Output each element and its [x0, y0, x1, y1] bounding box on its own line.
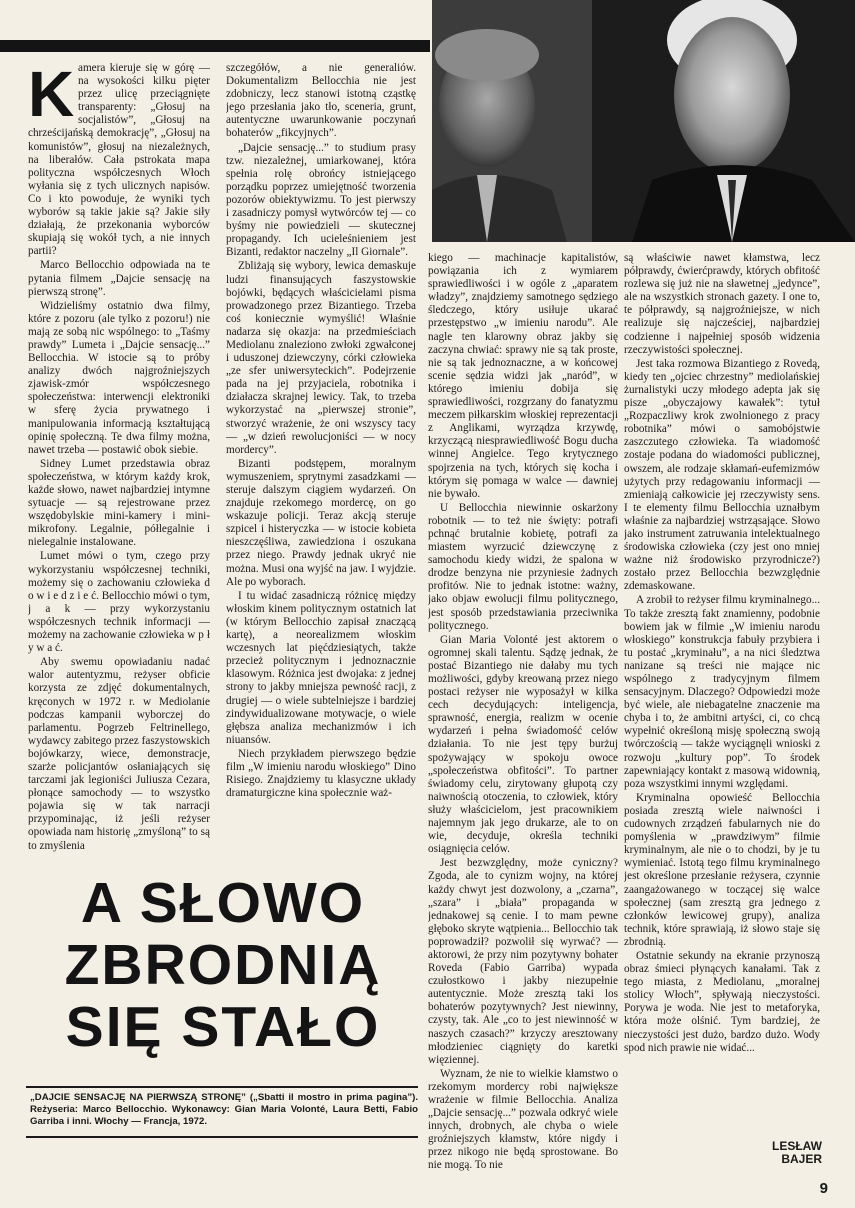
header-rule — [0, 40, 430, 52]
headline-line-2: ZBRODNIĄ — [64, 933, 382, 997]
paragraph: Lumet mówi o tym, czego przy wykorzystaniu współczesnej techniki, możemy się o zachowaniu człowieka d o w i e d z i e ć. Bellocchio mówi o tym, j a k — przy wykorzystaniu współczesnych technik informacji — możemy na zachowanie człowieka w p ł y w a ć. — [28, 550, 210, 655]
drop-cap: K — [28, 62, 75, 130]
paragraph: Zbliżają się wybory, lewica demaskuje ludzi finansujących faszystowskie bojówki, będących właścicielami pisma prowadzonego przez Bizantiego. Trzeba coś koniecznie wymyślić! Właśnie nadarza się okazja: na przedmieściach Mediolanu znaleziono zwłoki zgwałconej i uduszonej dziewczyny, córki człowieka „ze sfer uniwersyteckich”. Podejrzenie pada na jej przyjaciela, robotnika i działacza skrajnej lewicy. Tak, to trzeba wykorzystać na „pierwszej stronie”, stworzyć wrażenie, że oni wszyscy tacy — „w dzień rewolucjoniści — w nocy mordercy”. — [226, 260, 416, 456]
paragraph: Gian Maria Volonté jest aktorem o ogromnej skali talentu. Sądzę jednak, że postać Bizantiego nie dałaby mu tych możliwości, gdyby kreowaną przez niego postaci reżyser nie wyposażył w kilka cech decydujących: inteligencja, sprawność, energia, realizm w ocenie wydarzeń i pełna świadomość celów działania. To nie jest tępy burżuj spożywający w spokoju owoce „społeczeństwa obfitości”. To partner świadomy celu, zirytowany głupotą czy naiwnością otoczenia, to człowiek, który służy właścicielom, jest pracownikiem najemnym jak jego drukarze, ale to on wie, decyduje, określa techniki osiągnięcia celów. — [428, 633, 618, 856]
article-column-4 — [624, 252, 820, 1182]
paragraph: A zrobił to reżyser filmu kryminalnego... To także zresztą fakt znamienny, podobnie bowiem jak w filmie „W imieniu narodu włoskiego” konstrukcja fabuły przybiera i tu postać „kryminału”, a na nici śledztwa nanizane są treści nie mające nic wspólnego z tradycyjnym filmem sensacyjnym. Dlaczego? Odpowiedzi może być wiele, ale niebagatelne znaczenie ma chyba i to, że ambitni artyści, ci, co chcą wypełnić określoną misję społeczną swoją twórczością — także wyciągnęli wnioski z rozwoju „kultury pop”. To środek zapewniający kontakt z masową widownią, poza wszystkimi innymi względami. — [624, 594, 820, 790]
paragraph: Bizanti podstępem, moralnym wymuszeniem, sprytnymi zasadzkami — steruje dalszym ciągiem wydarzeń. On znajduje rzekomego mordercę, on go wskazuje policji. Teraz akcją steruje szpicel i histeryczka — w istocie kobieta nieszczęśliwa, zawiedziona i oszukana przez niego. Prawdy jednak ukryć nie można. Musi ona wyjść na jaw. I wyjdzie. Ale po wyborach. — [226, 457, 416, 588]
lead-paragraph — [28, 62, 210, 258]
paragraph: Niech przykładem pierwszego będzie film „W imieniu narodu włoskiego” Dino Risiego. Znajdziemy tu klasyczne układy dramaturgiczne kina społecznie waż- — [226, 747, 416, 800]
article-column-3 — [428, 252, 618, 1182]
headline-line-1: A SŁOWO — [80, 871, 366, 935]
film-still-illustration — [432, 0, 855, 242]
paragraph: Marco Bellocchio odpowiada na te pytania filmem „Dajcie sensację na pierwszą stronę”. — [28, 259, 210, 298]
paragraph: są właściwie nawet kłamstwa, lecz półprawdy, ćwierćprawdy, których obfitość rozlewa się już nie na sławetnej „jedynce”, ale na wszystkich stronach gazety. I one to, te półprawdy, są najgroźniejsze, w nich realizuje się najcześciej, najbardziej codzienne i najpełniej sposób widzenia rzeczywistości społecznej. — [624, 252, 820, 356]
paragraph: U Bellocchia niewinnie oskarżony robotnik — to też nie święty: potrafi pchnąć brutalnie kobietę, potrafi za miastem wyrzucić dziewczynę z samochodu kiedy widzi, że spalona w drodze benzyna nie przyniesie żadnych profitów. Nie to jednak istotne: ważny, jako objaw ewolucji filmu politycznego, jest sposób przedstawiania przeciwnika politycznego. — [428, 501, 618, 632]
paragraph: I tu widać zasadniczą różnicę między włoskim kinem politycznym ostatnich lat (w którym Bellocchio zapisał znaczącą kartę), a neorealizmem włoskim wczesnych lat pięćdziesiątych, także przecież politycznym i jednoznacznie klasowym. Różnica jest dwojaka: z jednej strony to jakby mniejsza pewność racji, z drugiej — o wiele subtelniejsze i bardziej zindywidualizowane motywacje, o wiele głębsza analiza mechanizmów i ich niuansów. — [226, 589, 416, 746]
paragraph: szczegółów, a nie generaliów. Dokumentalizm Bellocchia nie jest zdobniczy, lecz stanowi istotną cząstkę jego przesłania jako tło, sceneria, grunt, autentyczne uwarunkowanie poczynań bohaterów „fikcyjnych”. — [226, 62, 416, 140]
caption-rule-bottom — [26, 1136, 418, 1138]
author-first-name: LESŁAW — [772, 1139, 822, 1153]
headline-line-3: SIĘ STAŁO — [65, 995, 381, 1059]
article-column-1 — [28, 62, 210, 867]
paragraph: „Dajcie sensację...” to studium prasy tzw. niezależnej, umiarkowanej, która spełnia rolę obrońcy istniejącego porządku poprzez umiejętność tworzenia pozorów obiektywizmu. To jest pierwszy i zasadniczy pomysł wytwórców tej — co byśmy nie powiedzieli — skutecznej propagandy. Ich ucieleśnieniem jest Bizanti, redaktor naczelny „Il Giornale”. — [226, 141, 416, 259]
film-credits-caption: „DAJCIE SENSACJĘ NA PIERWSZĄ STRONĘ” („Sbatti il mostro in prima pagina”). Reżyseria: Marco Bellocchio. Wykonawcy: Gian Maria Volonté, Laura Betti, Fabio Garriba i inni. Włochy — Francja, 1972. — [30, 1092, 418, 1127]
caption-rule-top — [26, 1086, 418, 1088]
paragraph: Sidney Lumet przedstawia obraz społeczeństwa, w którym każdy krok, każde słowo, nawet najbardziej intymne sytuacje — są rejestrowane przez wszędobylskie mini-kamery i mini-mikrofony. Legalnie, półlegalnie i nielegalnie instalowane. — [28, 457, 210, 549]
top-margin — [0, 0, 430, 38]
author-last-name: BAJER — [781, 1152, 822, 1166]
page-number: 9 — [819, 1180, 828, 1197]
author-byline — [762, 1140, 822, 1168]
article-column-2 — [226, 62, 416, 867]
article-headline — [30, 872, 416, 1072]
film-still-photo — [432, 0, 855, 242]
paragraph: kiego — machinacje kapitalistów, powiązania ich z wymiarem sprawiedliwości i w ogóle z „aparatem władzy”, znajdziemy samotnego sędziego śledczego, który usiłuje ukarać przestępstwo „w imieniu narodu”. Ale nagle ten klarowny obraz jakby się zaczyna chwiać: sprawy nie są tak proste, nie są tak jednoznaczne, a w końcowej scenie sędzia widzi jak „naród”, w którego imieniu dobija się sprawiedliwości, rozgrzany do fanatyzmu meczem piłkarskim włoskiej reprezentacji z Anglikami, wyrządza krzywdę, krzyczącą niesprawiedliwość Bogu ducha winnej Angielce. Tego krytycznego spojrzenia na tych, których się kocha i którym się pomaga w walce — dawniej nie bywało. — [428, 252, 618, 500]
paragraph: Wyznam, że nie to wielkie kłamstwo o rzekomym mordercy robi największe wrażenie w filmie Bellocchia. Analiza „Dajcie sensację...” pozwala odkryć wiele innych, drobnych, ale chyba o wiele groźniejszych kłamstw, które nigdy i przez nikogo nie będą sprostowane. Bo nie mogą. To nie — [428, 1067, 618, 1172]
paragraph: Aby swemu opowiadaniu nadać walor autentyzmu, reżyser obficie korzysta ze zdjęć dokumentalnych, kręconych w 1972 r. w Mediolanie podczas kampanii wyborczej do parlamentu. Pogrzeb Feltrinellego, wydawcy zabitego przez faszystowskich bojówkarzy, wiece, demonstracje, szarże policjantów osłaniających się tarczami jak legioniści Juliusza Cezara, płonące samochody — to wszystko pojawia się w tak narracji przypominając, iż jeśli reżyser opowiada nam historię „zmyśloną” to są to zmyślenia — [28, 656, 210, 852]
paragraph: Kryminalna opowieść Bellocchia posiada zresztą wiele naiwności i cudownych zrządzeń fabularnych nie do pomyślenia w „prawdziwym” filmie kryminalnym, ale nie o to chodzi, by je tu wymieniać. Istotą tego filmu kryminalnego jest określone przesłanie reżysera, czynnie zaangażowanego w toczącej się walce społecznej (sam zresztą gra jednego z członków lewicowej grupy), analiza technik, które sprawiają, iż słowo staje się zbrodnią. — [624, 791, 820, 948]
paragraph: Jest bezwzględny, może cyniczny? Zgoda, ale to cynizm wojny, na której każdy chwyt jest dozwolony, a „czarna”, „szara” i „biała” propaganda w jednakowej są cenie. I to mam pewne głęboko skryte wątpienia... Bellocchio tak poprowadził? pozwolił się wyrwać? — aktorowi, że przy nim pozytywny bohater Roveda (Fabio Garriba) wypada czułostkowo i jakby niezupełnie autentycznie. Może zresztą taki los bohaterów pozytywnych? Jest niewinny, czysty, tak. Ale „co to jest niewinność w naszych czasach?” krzyczy aresztowany młodzieniec ciągnięty do karetki więziennej. — [428, 857, 618, 1066]
lead-text: amera kieruje się w górę — na wysokości kilku pięter przez ulicę przeciągnięte transparenty: „Głosuj na socjalistów”, „Głosuj na chrześcijańską demokrację”, „Głosuj na komunistów”, głosuj na niezależnych, na liberałów. Cała pstrokata mapa polityczna współczesnych Włoch wyłania się z tych ulicznych napisów. Co i kto powoduje, że wyniki tych wyborów są takie jakie są? Jakie siły działają, że przekonania wyborców skupiają się wokół tych, a nie innych partii? — [28, 62, 210, 258]
paragraph: Jest taka rozmowa Bizantiego z Rovedą, kiedy ten „ojciec chrzestny” mediolańskiej żurnalistyki uczy młodego adepta jak się pisze „obyczajowy kawałek”: tytuł „Rozpaczliwy krok zwolnionego z pracy robotnika” mówi o samobójstwie zaszczutego człowieka. Ta wiadomość zostaje podana do wiadomości publicznej, owszem, ale rodzaje skłamań-eufemizmów użytych przy redagowaniu informacji — zmieniają całkowicie jej rzeczywisty sens. I te elementy filmu Bellocchia uznałbym właśnie za najbardziej wstrząsające. Słowo jako instrument zatruwania intelektualnego środowiska człowieka (czy jest ono mniej ważne niż środowisko przyrodnicze?) zostało przez Bellocchia bezwzględnie zdemaskowane. — [624, 357, 820, 593]
paragraph: Widzieliśmy ostatnio dwa filmy, które z pozoru (ale tylko z pozoru!) nie mają ze sobą nic wspólnego: to „Taśmy prawdy” Lumeta i „Dajcie sensację...” Bellocchia. W istocie są to próby analizy dwóch najgroźniejszych zjawisk-zmór współczesnego społeczeństwa: interwencji elektroniki w sferę życia prywatnego i manipulowania informacją kształtującą opinię społeczną. Te dwa filmy można, nawet trzeba — postawić obok siebie. — [28, 299, 210, 456]
paragraph: Ostatnie sekundy na ekranie przynoszą obraz śmieci płynących kanałami. Tak z tego miasta, z Mediolanu, „moralnej stolicy Włoch”, spływają nieczystości. Porywa je woda. Nie jest to metaforyka, która może olśnić. Tym bardziej, że nieczystości jest dużo, bardzo dużo. Wody spod nich prawie nie widać... — [624, 949, 820, 1054]
